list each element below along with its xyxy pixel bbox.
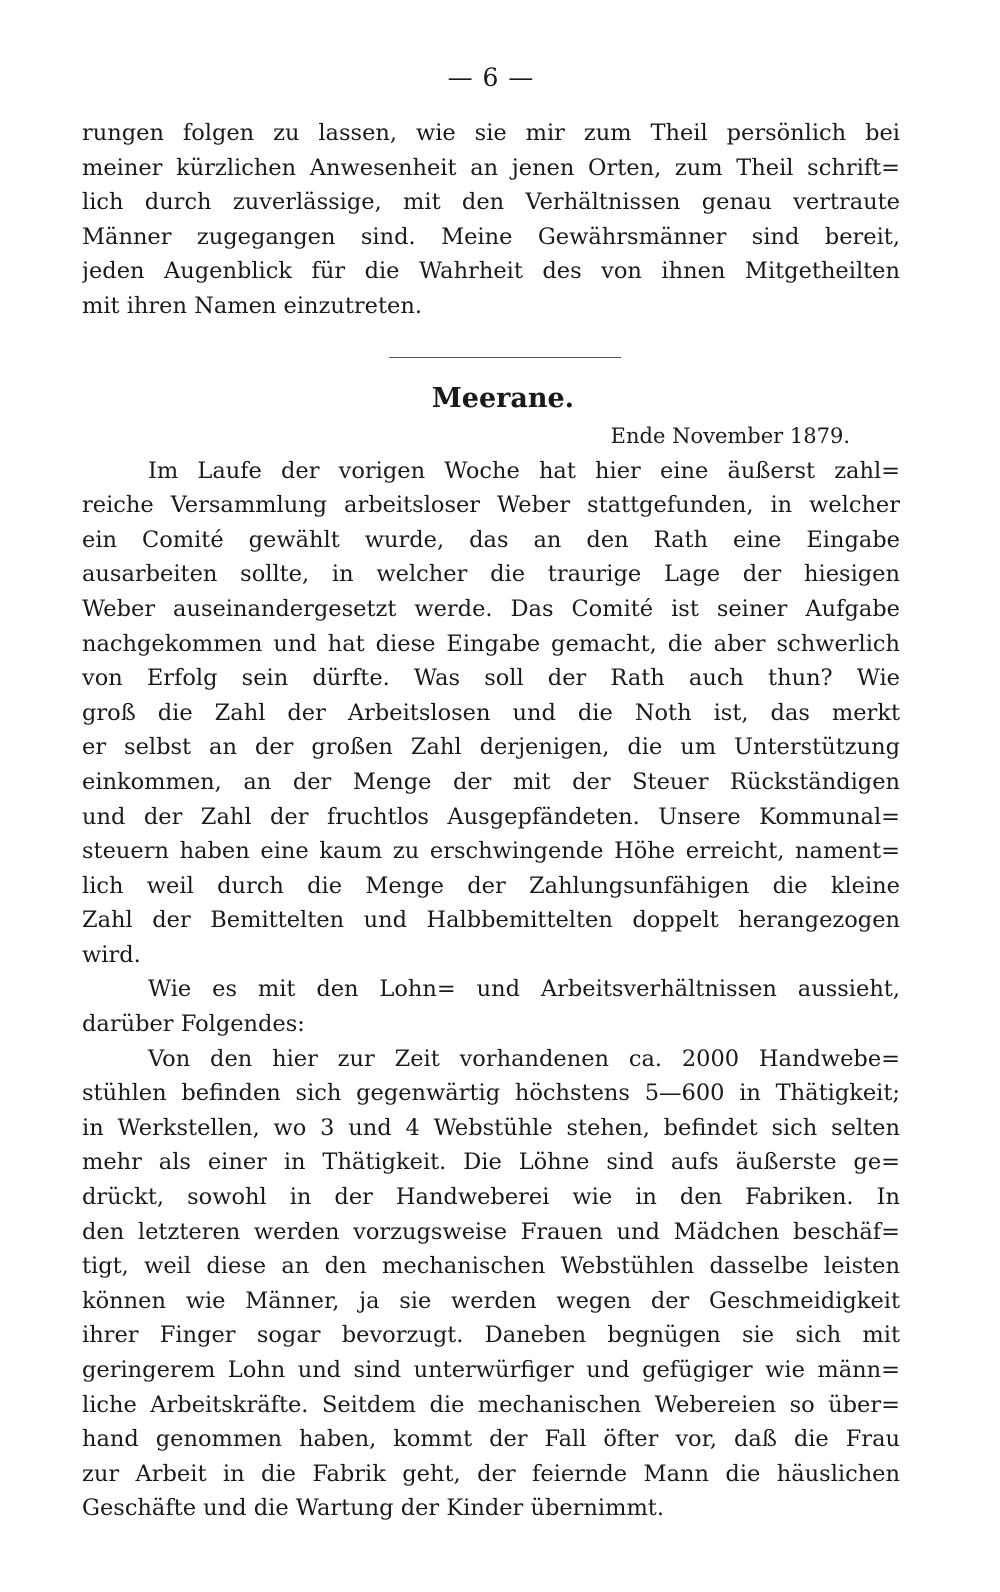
text-line: können wie Männer, ja sie werden wegen der Geschmeidigkeit <box>82 1287 900 1314</box>
text-line: drückt, sowohl in der Handweberei wie in den Fabriken. In <box>82 1184 900 1211</box>
text-line: reiche Versammlung arbeitsloser Weber stattgefunden, in welcher <box>82 492 900 519</box>
text-line: lich durch zuverlässige, mit den Verhältnissen genau vertraute <box>82 189 900 216</box>
text-line: Zahl der Bemittelten und Halbbemittelten doppelt herangezogen <box>82 907 900 934</box>
text-line: nachgekommen und hat diese Eingabe gemacht, die aber schwerlich <box>82 630 900 657</box>
text-line: mehr als einer in Thätigkeit. Die Löhne sind aufs äußerste ge= <box>82 1149 900 1176</box>
paragraph-2 <box>82 972 900 1041</box>
text-line: ausarbeiten sollte, in welcher die traurige Lage der hiesigen <box>82 561 900 588</box>
text-line: von Erfolg sein dürfte. Was soll der Rath auch thun? Wie <box>82 665 900 692</box>
text-line: Weber auseinandergesetzt werde. Das Comité ist seiner Aufgabe <box>82 595 900 622</box>
document-page <box>82 58 900 1526</box>
text-line: rungen folgen zu lassen, wie sie mir zum Theil persönlich bei <box>82 120 900 146</box>
text-line: und der Zahl der fruchtlos Ausgepfändeten. Unsere Kommunal= <box>82 803 900 830</box>
text-line: einkommen, an der Menge der mit der Steuer Rückständigen <box>82 768 900 795</box>
section-title: Meerane. <box>431 382 575 414</box>
text-line: wird. <box>82 941 141 968</box>
text-line: Im Laufe der vorigen Woche hat hier eine äußerst zahl= <box>148 457 900 484</box>
text-line: darüber Folgendes: <box>82 1011 305 1038</box>
text-line: lich weil durch die Menge der Zahlungsunfähigen die kleine <box>82 872 900 899</box>
text-line: meiner kürzlichen Anwesenheit an jenen Orten, zum Theil schrift= <box>82 154 900 181</box>
text-line: stühlen befinden sich gegenwärtig höchstens 5—600 in Thätigkeit; <box>82 1080 900 1107</box>
text-line: ihrer Finger sogar bevorzugt. Daneben begnügen sie sich mit <box>82 1322 900 1349</box>
text-line: den letzteren werden vorzugsweise Frauen und Mädchen beschäf= <box>82 1218 900 1245</box>
text-line: jeden Augenblick für die Wahrheit des von ihnen Mitgetheilten <box>82 258 900 285</box>
paragraph-3 <box>82 1042 900 1526</box>
intro-paragraph <box>82 116 900 324</box>
text-line: er selbst an der großen Zahl derjenigen, die um Unterstützung <box>82 734 900 761</box>
text-line: Geschäfte und die Wartung der Kinder übernimmt. <box>82 1495 664 1522</box>
text-line: ein Comité gewählt wurde, das an den Rath eine Eingabe <box>82 526 900 553</box>
text-line: Männer zugegangen sind. Meine Gewährsmänner sind bereit, <box>82 223 900 250</box>
text-line: mit ihren Namen einzutreten. <box>82 292 422 319</box>
text-line: Von den hier zur Zeit vorhandenen ca. 2000 Handwebe= <box>148 1045 900 1072</box>
text-line: Wie es mit den Lohn= und Arbeitsverhältnissen aussieht, <box>148 976 900 1003</box>
text-line: liche Arbeitskräfte. Seitdem die mechanischen Webereien so über= <box>82 1391 900 1418</box>
text-line: tigt, weil diese an den mechanischen Webstühlen dasselbe leisten <box>82 1253 900 1280</box>
section-separator <box>389 357 621 358</box>
page-number: — 6 — <box>447 63 535 92</box>
text-line: zur Arbeit in die Fabrik geht, der feiernde Mann die häuslichen <box>82 1460 900 1487</box>
text-line: groß die Zahl der Arbeitslosen und die Noth ist, das merkt <box>82 699 900 726</box>
text-line: geringerem Lohn und sind unterwürfiger und gefügiger wie männ= <box>82 1357 900 1383</box>
text-line: in Werkstellen, wo 3 und 4 Webstühle stehen, befindet sich selten <box>82 1114 900 1141</box>
paragraph-1 <box>82 454 900 973</box>
text-line: steuern haben eine kaum zu erschwingende Höhe erreicht, nament= <box>82 838 900 865</box>
section-date: Ende November 1879. <box>610 423 850 448</box>
text-line: hand genommen haben, kommt der Fall öfter vor, daß die Frau <box>82 1426 900 1453</box>
